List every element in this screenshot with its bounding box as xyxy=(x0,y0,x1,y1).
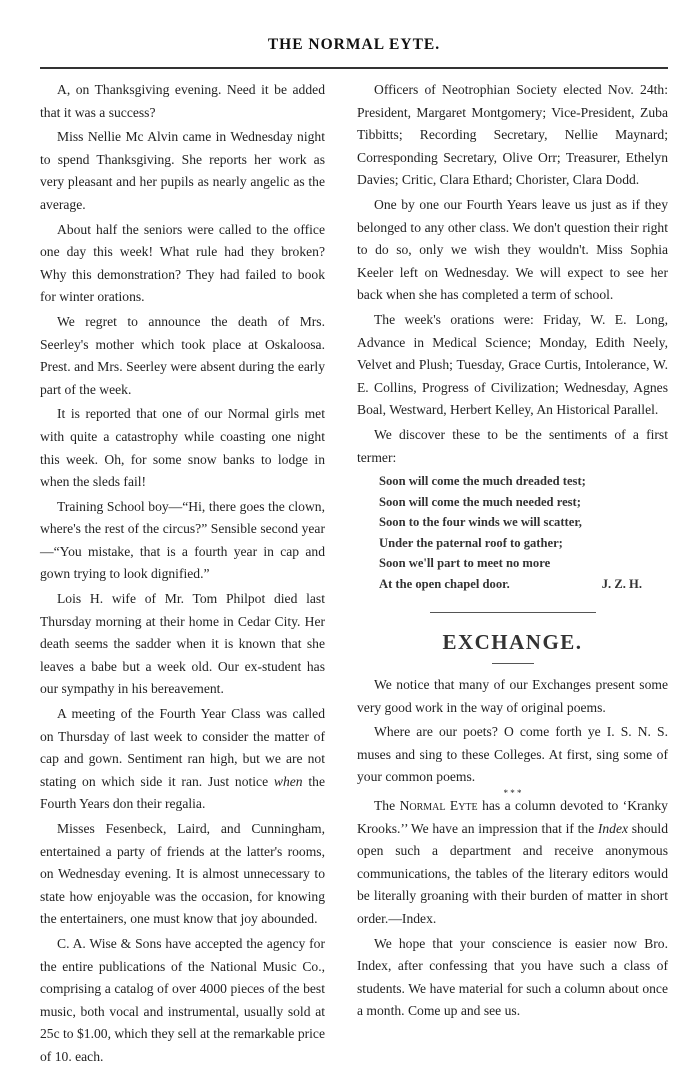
paragraph xyxy=(357,194,668,307)
paragraph-text: About half the seniors were called to the office one day this week! What rule had they broken? Why this demonstration? They had failed to book for winter orations. xyxy=(40,221,325,305)
poem-line: Under the paternal roof to gather; xyxy=(379,535,563,550)
poem-line-text: At the open chapel door. xyxy=(379,576,510,591)
exchange-paragraphs-1 xyxy=(357,674,668,789)
paragraph-text: The xyxy=(374,798,400,814)
poem-line-last xyxy=(379,574,668,595)
left-paragraphs xyxy=(40,79,325,1069)
poem xyxy=(379,471,668,594)
header-rule xyxy=(40,67,668,69)
paragraph-text: Where are our poets? O come forth ye I. S. N. S. muses and sing to these Colleges. At first, sing some of your common poems. xyxy=(357,724,668,785)
paragraph-text: the Fourth Years don their regalia. xyxy=(40,773,325,812)
paragraph xyxy=(40,311,325,401)
right-paragraphs xyxy=(357,79,668,469)
poem-line: Soon to the four winds we will scatter, xyxy=(379,515,582,530)
paragraph-text: Officers of Neotrophian Society elected Nov. 24th: President, Margaret Montgomery; Vice-President, Zuba Tibbitts; Recording Secretary, Nellie Maynard; Corresponding Secretary, Olive Orr; Treasurer, Ethelyn Davies; Critic, Clara Ethard; Chorister, Clara Dodd. xyxy=(357,82,668,188)
paragraph-text: We regret to announce the death of Mrs. Seerley's mother which took place at Oskaloosa. Prest. and Mrs. Seerley were absent during the early part of the week. xyxy=(40,313,325,397)
paragraph-text: A, on Thanksgiving evening. Need it be added that it was a success? xyxy=(40,82,325,120)
paragraph-text: Lois H. wife of Mr. Tom Philpot died last Thursday morning at their home in Cedar City. Her death seems the sadder when it is known that she leaves a babe but a week old. Our ex-student has our sympathy in his bereavement. xyxy=(40,591,325,697)
paragraph xyxy=(40,818,325,931)
paragraph xyxy=(40,219,325,309)
poem-signature: J. Z. H. xyxy=(601,576,642,591)
paragraph xyxy=(357,79,668,192)
paragraph xyxy=(357,674,668,719)
paragraph-text: Miss Nellie Mc Alvin came in Wednesday night to spend Thanksgiving. She reports her work as very pleasant and her pupils as nearly angelic as the average. xyxy=(40,129,325,212)
paragraph xyxy=(357,721,668,789)
paragraph-text: A meeting of the Fourth Year Class was called on Thursday of last week to consider the matter of cap and gown. Sentiment ran high, but we are not stating on which side it ran. Just notice xyxy=(40,706,325,789)
exchange-heading: EXCHANGE. xyxy=(442,630,583,655)
paragraph xyxy=(40,79,325,124)
paragraph xyxy=(40,496,325,586)
poem-line: Soon we'll part to meet no more xyxy=(379,556,551,571)
poem-line: Soon will come the much needed rest; xyxy=(379,494,581,509)
italic-text: Index xyxy=(597,820,629,836)
right-column xyxy=(357,79,668,1025)
masthead-title: THE NORMAL EYTE. xyxy=(267,36,441,53)
paragraph xyxy=(357,933,668,1023)
paragraph xyxy=(40,403,325,493)
paragraph-text: It is reported that one of our Normal girls met with quite a catastrophy while coasting one night this week. Oh, for some snow banks to lodge in when the sleds fail! xyxy=(40,406,325,490)
paragraph-text: We discover these to be the sentiments of a first termer: xyxy=(357,426,668,465)
paragraph-text: Misses Fesenbeck, Laird, and Cunningham, entertained a party of friends at the latter's rooms, on Wednesday evening. It is almost unnecessary to state how enjoyable was the occasion, for knowing the entertainers, one must know that joy abounded. xyxy=(40,821,325,927)
paragraph xyxy=(40,588,325,701)
exchange-paragraphs-2 xyxy=(357,795,668,1023)
asterism: * * * xyxy=(503,788,522,799)
paragraph xyxy=(357,795,668,931)
paragraph-text: C. A. Wise & Sons have accepted the agency for the entire publications of the National Music Co., comprising a catalog of over 4000 pieces of the best music, both vocal and instrumental, usually sold at 25c to $1.00, which they sell at the remarkable price of 10. each. xyxy=(40,935,325,1064)
paragraph-text: One by one our Fourth Years leave us just as if they belonged to any other class. We don't question their right to do so, only we wish they wouldn't. Miss Sophia Keeler left on Wednesday. We will expect to see her back when she has completed a term of school. xyxy=(357,196,668,303)
paragraph xyxy=(357,424,668,469)
paragraph-text: Training School boy—“Hi, there goes the clown, where's the rest of the circus?” Sensible second year—“You mistake, that is a fourth year in cap and gown trying to look dignified.” xyxy=(40,498,325,582)
heading-underline xyxy=(492,663,534,664)
section-divider xyxy=(430,612,596,613)
paragraph-text: should open such a department and receive anonymous communications, the tables of the literary editors would be literally groaning with their burden of matter in short order.—Index. xyxy=(357,820,668,927)
paragraph xyxy=(357,309,668,422)
italic-text: when xyxy=(273,773,303,789)
paragraph-text: The week's orations were: Friday, W. E. Long, Advance in Medical Science; Monday, Edith Neely, Velvet and Plush; Tuesday, Grace Curtis, Intolerance, W. E. Collins, Progress of Civilization; Wednesday, Agnes Boal, Westward, Herbert Kelley, An Historical Parallel. xyxy=(357,311,668,418)
small-caps-text: Normal Eyte xyxy=(399,798,478,814)
left-column xyxy=(40,79,325,1071)
paragraph-text: has a column devoted to ‘Kranky Krooks.’’ We have an impression that if the xyxy=(357,798,668,836)
poem-line: Soon will come the much dreaded test; xyxy=(379,474,586,489)
paragraph xyxy=(40,126,325,216)
paragraph-text: We hope that your conscience is easier now Bro. Index, after confessing that you have such a class of students. We have material for such a column about once a month. Come up and see us. xyxy=(357,935,668,1019)
paragraph xyxy=(40,933,325,1069)
paragraph-text: We notice that many of our Exchanges present some very good work in the way of original poems. xyxy=(357,677,668,715)
paragraph xyxy=(40,703,325,816)
